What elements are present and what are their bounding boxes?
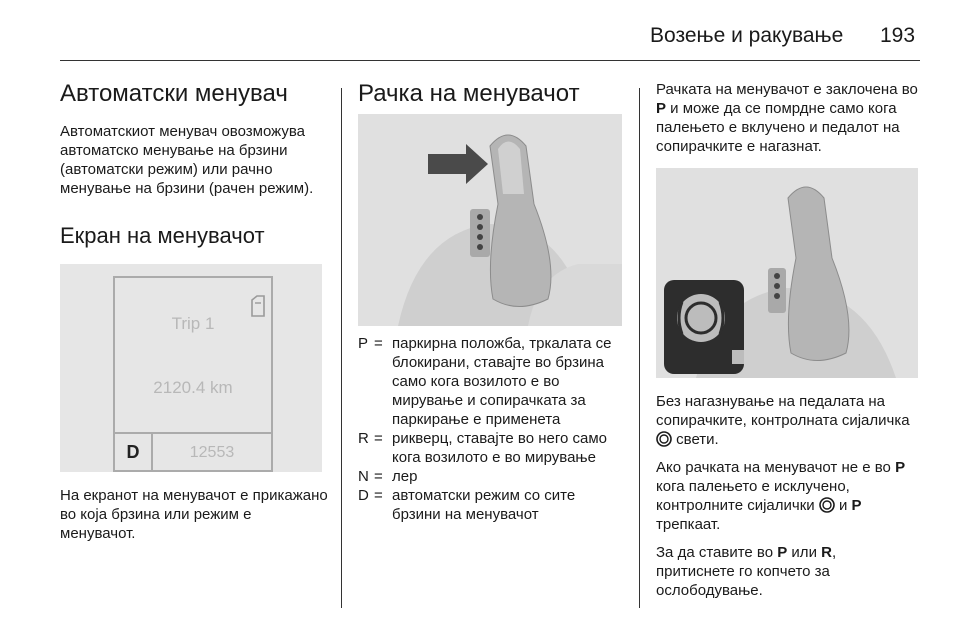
definition-key: P bbox=[358, 335, 369, 352]
release-paragraph bbox=[656, 543, 922, 600]
column-1 bbox=[60, 80, 330, 543]
text-run: и може да се помрдне само кога палењето е вклучено и педалот на сопирачките е нагазнат. bbox=[656, 100, 900, 155]
brake-paragraph bbox=[656, 392, 922, 449]
text-run: R bbox=[821, 544, 832, 561]
text-run: P bbox=[656, 100, 667, 117]
definition-key: N bbox=[358, 468, 369, 485]
transmission-display bbox=[113, 276, 273, 472]
text-run: и bbox=[834, 497, 852, 514]
column-3 bbox=[656, 80, 922, 600]
text-run: трепкаат. bbox=[656, 516, 721, 533]
text-run: Рачката на менувачот е заклочена во bbox=[656, 81, 918, 98]
definition-item bbox=[358, 429, 624, 467]
text-run: Ако рачката на менувачот не е во bbox=[656, 459, 896, 476]
fuel-door-icon bbox=[249, 294, 267, 318]
column-divider bbox=[639, 88, 640, 608]
definition-item bbox=[358, 467, 624, 486]
definition-separator: = bbox=[374, 468, 383, 485]
definition-key: D bbox=[358, 487, 369, 504]
definition-separator: = bbox=[374, 487, 383, 504]
text-run: притиснете го копчето за ослободување. bbox=[656, 563, 830, 599]
page-number: 193 bbox=[880, 24, 916, 47]
gear-lever-arrow-illustration bbox=[358, 114, 622, 326]
trip-distance: 2120.4 km bbox=[153, 378, 233, 397]
definition-key: R bbox=[358, 430, 369, 447]
trip-label: Trip 1 bbox=[171, 314, 215, 333]
text-run: кога палењето е исклучено, контролните сијалички bbox=[656, 478, 850, 514]
transmission-display-figure bbox=[60, 264, 322, 472]
text-run: За да ставите во bbox=[656, 544, 778, 561]
display-bottom-row bbox=[115, 432, 271, 470]
text-run: P bbox=[777, 544, 788, 561]
definition-text: рикверц, ставајте во него само кога возилото е во мирување bbox=[392, 430, 608, 466]
display-caption: На екранот на менувачот е прикажано во која брзина или режим е менувачот. bbox=[60, 487, 328, 542]
header-divider bbox=[60, 60, 920, 61]
column-2 bbox=[358, 80, 624, 524]
intro-paragraph: Автоматскиот менувач овозможува автоматско менување на брзини (автоматски режим) или рачно менување на брзини (рачен режим). bbox=[60, 123, 314, 197]
gear-indicator: D bbox=[115, 434, 153, 470]
brake-warning-icon bbox=[656, 431, 672, 447]
text-run: Без нагазнување на педалата на сопирачките, контролната сијаличка bbox=[656, 393, 910, 429]
text-run: , bbox=[831, 544, 837, 561]
text-run: P bbox=[895, 459, 906, 476]
brake-warning-figure bbox=[656, 168, 918, 378]
text-run: P bbox=[851, 497, 862, 514]
text-run: свети. bbox=[672, 431, 719, 448]
lock-paragraph bbox=[656, 80, 922, 156]
subsection-heading: Екран на менувачот bbox=[60, 223, 265, 248]
definition-item bbox=[358, 486, 624, 524]
column-divider bbox=[341, 88, 342, 608]
definition-text: автоматски режим со сите брзини на менувачот bbox=[392, 487, 576, 523]
brake-warning-icon bbox=[819, 497, 835, 513]
definition-separator: = bbox=[374, 335, 383, 352]
gear-position-list bbox=[358, 334, 624, 524]
odometer-value: 12553 bbox=[189, 443, 235, 461]
section-heading: Автоматски менувач bbox=[60, 80, 288, 107]
definition-text: лер bbox=[392, 468, 418, 485]
definition-separator: = bbox=[374, 430, 383, 447]
definition-item bbox=[358, 334, 624, 429]
text-run: или bbox=[787, 544, 822, 561]
section-heading: Рачка на менувачот bbox=[358, 80, 580, 107]
header-title: Возење и ракување bbox=[650, 24, 844, 47]
definition-text: паркирна положба, тркалата се блокирани, ставајте во брзина само кога возилото е во мирување и сопирачката за паркирање е применета bbox=[392, 335, 612, 428]
ignition-paragraph bbox=[656, 458, 922, 534]
